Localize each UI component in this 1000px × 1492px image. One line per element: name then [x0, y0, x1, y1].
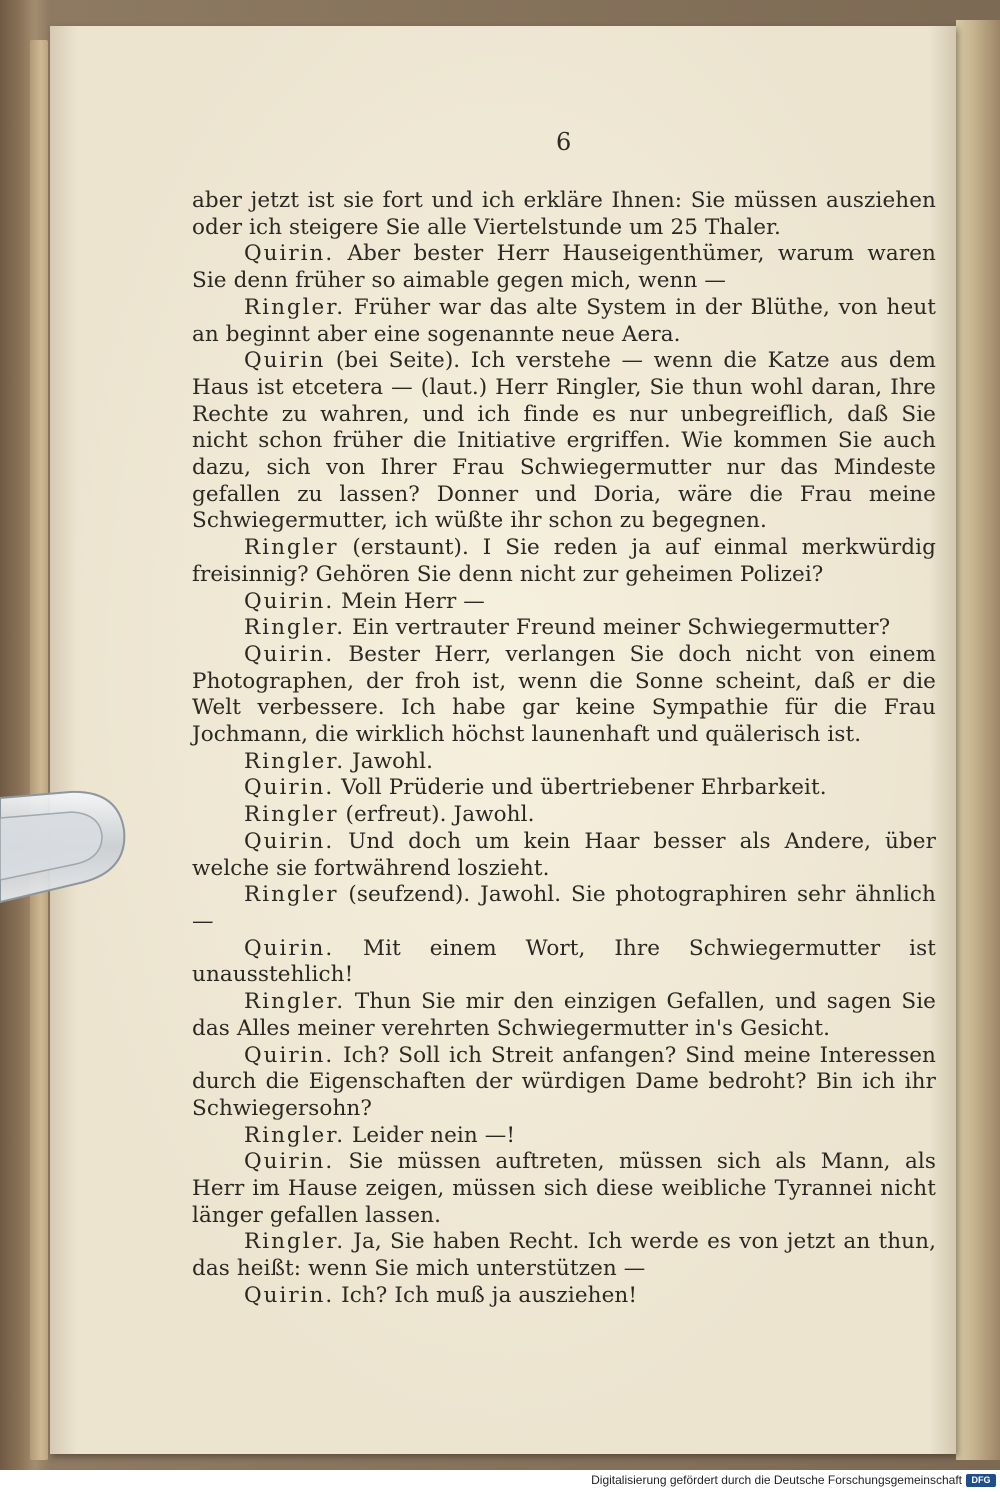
line-text: Ich? Ich muß ja ausziehen! — [341, 1282, 638, 1308]
speaker-name: Quirin. — [244, 935, 335, 961]
dialogue-line — [192, 642, 936, 749]
dialogue-line — [192, 615, 936, 642]
speaker-name: Ringler. — [244, 748, 346, 774]
speaker-name: Quirin. — [244, 775, 335, 801]
dialogue-line — [192, 1229, 936, 1282]
page-number: 6 — [556, 128, 572, 156]
page-body-text — [192, 188, 936, 1310]
line-text: Voll Prüderie und übertriebener Ehrbarkeit. — [341, 775, 827, 801]
speaker-name: Ringler — [244, 535, 339, 561]
speaker-name: Quirin — [244, 348, 326, 374]
speaker-name: Ringler. — [244, 989, 346, 1015]
dialogue-line — [192, 936, 936, 989]
speaker-name: Quirin. — [244, 588, 335, 614]
dialogue-line — [192, 241, 936, 294]
speaker-name: Ringler. — [244, 1122, 346, 1148]
line-text: Ein vertrauter Freund meiner Schwiegermutter? — [351, 615, 891, 641]
line-text: (erstaunt). I Sie reden ja auf einmal merkwürdig freisinnig? Gehören Sie denn nicht zur geheimen Polizei? — [192, 535, 937, 587]
dialogue-line — [192, 1149, 936, 1229]
dialogue-line — [192, 1283, 936, 1310]
funding-credit: Digitalisierung gefördert durch die Deutsche Forschungsgemeinschaft — [591, 1473, 962, 1487]
text-line — [192, 188, 936, 241]
line-text: (seufzend). Jawohl. Sie photographiren sehr ähnlich — — [192, 882, 936, 934]
book-cover-edge — [30, 40, 48, 1460]
dialogue-line — [192, 295, 936, 348]
speaker-name: Quirin. — [244, 641, 335, 667]
dialogue-line — [192, 535, 936, 588]
line-text: Thun Sie mir den einzigen Gefallen, und sagen Sie das Alles meiner verehrten Schwiegermutter in's Gesicht. — [192, 989, 936, 1041]
speaker-name: Ringler. — [244, 1229, 346, 1255]
speaker-name: Ringler — [244, 882, 339, 908]
line-text: Mit einem Wort, Ihre Schwiegermutter ist unausstehlich! — [192, 935, 937, 988]
line-text: (erfreut). Jawohl. — [345, 802, 535, 828]
dialogue-line — [192, 749, 936, 776]
speaker-name: Quirin. — [244, 241, 335, 267]
footer-bar — [0, 1470, 1000, 1492]
speaker-name: Ringler. — [244, 615, 346, 641]
speaker-name: Quirin. — [244, 1042, 335, 1068]
line-text: Und doch um kein Haar besser als Andere, über welche sie fortwährend loszieht. — [192, 828, 936, 881]
line-text: aber jetzt ist sie fort und ich erkläre Ihnen: Sie müssen ausziehen oder ich steigere Sie alle Viertelstunde um 25 Thaler. — [192, 188, 936, 240]
dialogue-line — [192, 829, 936, 882]
dialogue-line — [192, 1043, 936, 1123]
dialogue-line — [192, 348, 936, 535]
line-text: Bester Herr, verlangen Sie doch nicht von einem Photographen, der froh ist, wenn die Sonne scheint, daß er die Welt verbessere. Ich habe gar keine Sympathie für die Frau Jochmann, die wirklich höchst launenhaft und quälerisch ist. — [192, 641, 936, 748]
dialogue-line — [192, 589, 936, 616]
speaker-name: Ringler. — [244, 294, 346, 320]
page-stack-edge — [956, 20, 1000, 1460]
line-text: Aber bester Herr Hauseigenthümer, warum waren Sie denn früher so aimable gegen mich, wenn — — [192, 241, 936, 294]
dialogue-line — [192, 1123, 936, 1150]
page-clip — [0, 770, 128, 905]
line-text: Sie müssen auftreten, müssen sich als Mann, als Herr im Hause zeigen, müssen sich diese weibliche Tyrannei nicht länger gefallen lassen. — [192, 1149, 936, 1228]
dialogue-line — [192, 775, 936, 802]
speaker-name: Ringler — [244, 802, 339, 828]
line-text: Früher war das alte System in der Blüthe, von heut an beginnt aber eine sogenannte neue Aera. — [192, 294, 937, 347]
dialogue-line — [192, 802, 936, 829]
dfg-logo: DFG — [966, 1474, 996, 1487]
line-text: Ich? Soll ich Streit anfangen? Sind meine Interessen durch die Eigenschaften der würdigen Dame bedroht? Bin ich ihr Schwiegersohn? — [192, 1042, 936, 1121]
line-text: (bei Seite). Ich verstehe — wenn die Katze aus dem Haus ist etcetera — (laut.) Herr Ringler, Sie thun wohl daran, Ihre Rechte zu wahren, und ich finde es nur unbegreiflich, daß Sie nicht schon früher die Initiative ergriffen. Wie kommen Sie auch dazu, sich von Ihrer Frau Schwiegermutter nur das Mindeste gefallen zu lassen? Donner und Doria, wäre die Frau meine Schwiegermutter, ich wüßte ihr schon zu begegnen. — [192, 348, 937, 534]
line-text: Jawohl. — [351, 748, 434, 774]
speaker-name: Quirin. — [244, 1149, 335, 1175]
dialogue-line — [192, 882, 936, 935]
line-text: Ja, Sie haben Recht. Ich werde es von jetzt an thun, das heißt: wenn Sie mich unterstützen — — [192, 1229, 937, 1282]
speaker-name: Quirin. — [244, 1282, 335, 1308]
line-text: Mein Herr — — [341, 588, 485, 614]
speaker-name: Quirin. — [244, 828, 335, 854]
line-text: Leider nein —! — [351, 1122, 516, 1148]
dialogue-line — [192, 989, 936, 1042]
